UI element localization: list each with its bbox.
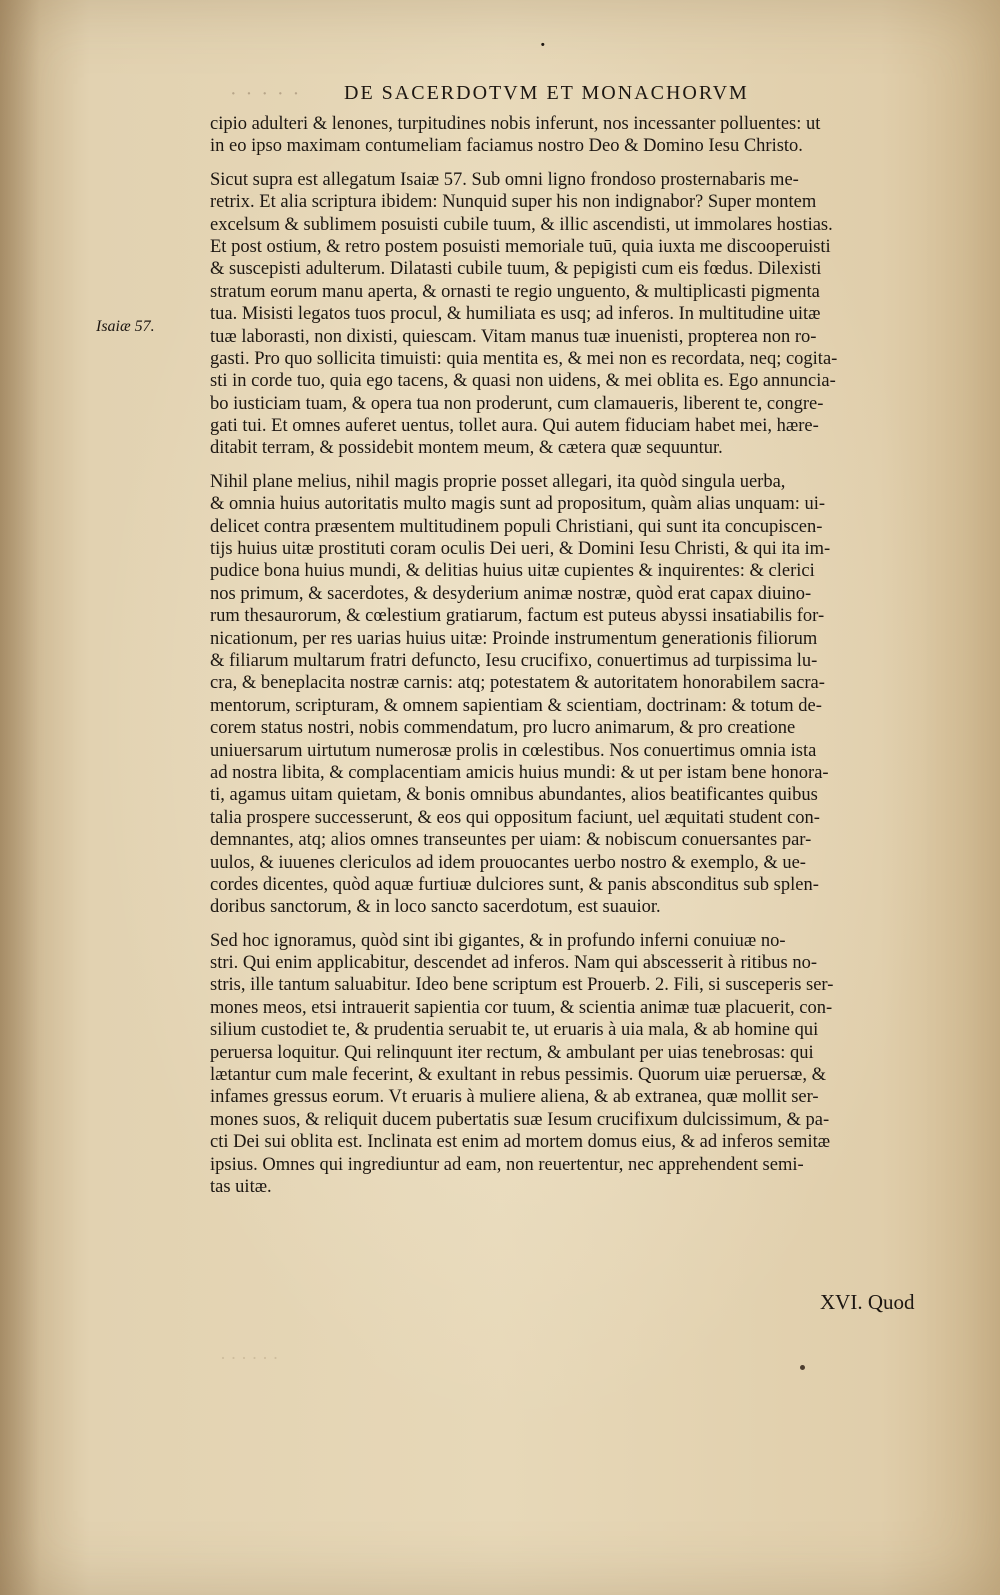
text-line: Nihil plane melius, nihil magis proprie posset allegari, ita quòd singula uerba, <box>210 471 786 492</box>
text-line: mones suos, & reliquit ducem pubertatis suæ Iesum crucifixum dulcissimum, & pa- <box>210 1109 830 1130</box>
text-line: cti Dei sui oblita est. Inclinata est enim ad mortem domus eius, & ad inferos semitæ <box>210 1132 831 1153</box>
text-line: cordes dicentes, quòd aquæ furtiuæ dulciores sunt, & panis absconditus sub splen- <box>210 874 819 895</box>
text-line: peruersa loquitur. Qui relinquunt iter rectum, & ambulant per uias tenebrosas: qui <box>210 1042 814 1063</box>
running-header: DE SACERDOTVM ET MONACHORVM <box>344 82 749 104</box>
text-line: sti in corde tuo, quia ego tacens, & quasi non uidens, & mei oblita es. Ego annuncia- <box>210 371 836 392</box>
text-line: gati tui. Et omnes auferet uentus, tollet aura. Qui autem fiduciam habet mei, hære- <box>210 416 819 437</box>
paragraph-3 <box>210 471 970 919</box>
text-line: in eo ipso maximam contumeliam faciamus nostro Deo & Domino Iesu Christo. <box>210 136 803 157</box>
text-line: mones meos, etsi intrauerit sapientia cor tuum, & scientia animæ tuæ placuerit, con- <box>210 997 833 1018</box>
header-faint-marks: · · · · · <box>230 83 302 105</box>
text-line: stri. Qui enim applicabitur, descendet ad inferos. Nam qui abscesserit à ritibus no- <box>210 953 818 974</box>
text-line: uniuersarum uirtutum numerosæ prolis in cœlestibus. Nos conuertimus omnia ista <box>210 740 817 761</box>
text-line: mentorum, scripturam, & omnem sapientiam & scientiam, doctrinam: & totum de- <box>210 695 822 716</box>
text-line: & omnia huius autoritatis multo magis sunt ad propositum, quàm alias unquam: ui- <box>210 494 826 515</box>
text-line: ditabit terram, & possidebit montem meum, & cætera quæ sequuntur. <box>210 438 723 459</box>
text-line: Sed hoc ignoramus, quòd sint ibi gigantes, & in profundo inferni conuiuæ no- <box>210 930 786 951</box>
top-printer-mark: · <box>539 31 547 59</box>
text-line: tas uitæ. <box>210 1176 272 1197</box>
main-text <box>210 113 970 1209</box>
paragraph-4 <box>210 930 970 1199</box>
text-line: talia prospere successerunt, & eos qui oppositum faciunt, uel æquitati student con- <box>210 807 820 828</box>
text-line: stris, ille tantum saluabitur. Ideo bene scriptum est Prouerb. 2. Fili, si susceperis ser- <box>210 975 834 996</box>
text-line: cipio adulteri & lenones, turpitudines nobis inferunt, nos incessanter polluentes: ut <box>210 114 821 134</box>
margin-note: Isaiæ 57. <box>96 318 155 335</box>
text-line: corem status nostri, nobis commendatum, pro lucro animarum, & pro creatione <box>210 718 796 739</box>
text-line: ipsius. Omnes qui ingrediuntur ad eam, non reuertentur, nec apprehendent semi- <box>210 1154 804 1175</box>
text-line: pudice bona huius mundi, & delitias huius uitæ cupientes & inquirentes: & clerici <box>210 561 815 582</box>
text-line: silium custodiet te, & prudentia seruabit te, ut eruaris à uia mala, & ab homine qui <box>210 1020 819 1041</box>
paragraph-1 <box>210 113 970 158</box>
text-line: uulos, & iuuenes clericulos ad idem prouocantes uerbo nostro & exemplo, & ue- <box>210 852 806 873</box>
text-line: retrix. Et alia scriptura ibidem: Nunquid super his non indignabor? Super montem <box>210 192 817 213</box>
text-line: Sicut supra est allegatum Isaiæ 57. Sub omni ligno frondoso prosternabaris me- <box>210 169 799 190</box>
text-line: tua. Misisti legatos tuos procul, & humiliata es usq; ad inferos. In multitudine uitæ <box>210 304 821 325</box>
text-line: excelsum & sublimem posuisti cubile tuum, & illic ascendisti, ut immolares hostias. <box>210 214 833 235</box>
show-through-text: · · · · · · <box>220 1348 279 1368</box>
text-line: cra, & beneplacita nostræ carnis: atq; potestatem & autoritatem honorabilem sacra- <box>210 673 825 694</box>
text-line: rum thesaurorum, & cœlestium gratiarum, factum est puteus abyssi insatiabilis for- <box>210 606 825 627</box>
text-line: nos primum, & sacerdotes, & desyderium animæ nostræ, quòd erat capax diuino- <box>210 583 812 604</box>
text-line: tijs huius uitæ prostituti coram oculis Dei ueri, & Domini Iesu Christi, & qui ita im- <box>210 539 831 560</box>
text-line: demnantes, atq; alios omnes transeuntes per uiam: & nobiscum conuersantes par- <box>210 830 812 851</box>
text-line: doribus sanctorum, & in loco sancto sacerdotum, est suauior. <box>210 897 661 918</box>
ink-spot <box>800 1365 805 1370</box>
gutter-shadow <box>0 0 40 1595</box>
text-line: delicet contra præsentem multitudinem populi Christiani, qui sunt ita concupiscen- <box>210 516 823 537</box>
text-line: ad nostra libita, & complacentiam amicis huius mundi: & ut per istam bene honora- <box>210 762 829 783</box>
catchword: XVI. Quod <box>820 1290 915 1314</box>
text-line: & filiarum multarum fratri defuncto, Iesu crucifixo, conuertimus ad turpissima lu- <box>210 650 818 671</box>
text-line: stratum eorum manu aperta, & ornasti te regio unguento, & multiplicasti pigmenta <box>210 281 820 302</box>
text-line: nicationum, per res uarias huius uitæ: Proinde instrumentum generationis filiorum <box>210 628 818 649</box>
text-line: lætantur cum male fecerint, & exultant in rebus pessimis. Quorum uiæ peruersæ, & <box>210 1065 827 1086</box>
text-line: gasti. Pro quo sollicita timuisti: quia mentita es, & mei non es recordata, neq; cogita- <box>210 348 838 369</box>
text-line: infames gressus eorum. Vt eruaris à muliere aliena, & ab extranea, quæ mollit ser- <box>210 1087 819 1108</box>
paragraph-2 <box>210 169 970 460</box>
text-line: bo iusticiam tuam, & opera tua non proderunt, cum clamaueris, liberent te, congre- <box>210 393 824 414</box>
text-line: Et post ostium, & retro postem posuisti memoriale tuū, quia iuxta me discooperuisti <box>210 236 831 257</box>
text-line: ti, agamus uitam quietam, & bonis omnibus abundantes, alios beatificantes quibus <box>210 785 818 806</box>
text-line: tuæ laborasti, non dixisti, quiescam. Vitam manus tuæ inuenisti, propterea non ro- <box>210 326 817 347</box>
text-line: & suscepisti adulterum. Dilatasti cubile tuum, & pepigisti cum eis fœdus. Dilexisti <box>210 259 822 280</box>
